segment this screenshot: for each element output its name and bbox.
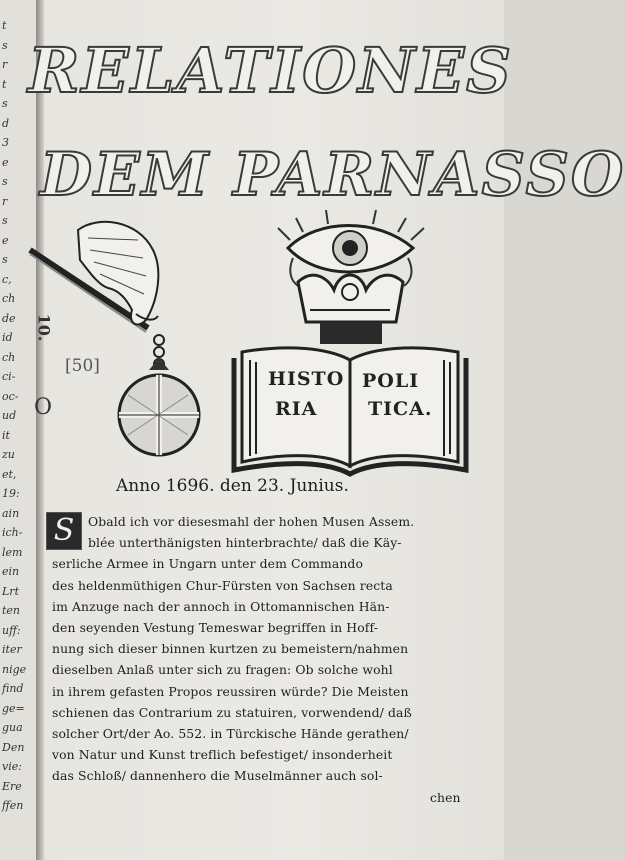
margin-fragment: r	[2, 58, 8, 71]
dateline: Anno 1696. den 23. Junius.	[116, 476, 349, 496]
margin-fragment: c,	[2, 272, 12, 286]
margin-fragment: d	[2, 116, 10, 130]
margin-fragment: Ere	[2, 779, 22, 793]
margin-fragment: ffen	[2, 799, 24, 812]
body-line: nung sich dieser binnen kurtzen zu bemeistern/nahmen	[52, 641, 409, 657]
body-line: chen	[430, 789, 461, 805]
margin-fragment: it	[2, 428, 10, 442]
margin-fragment: ge=	[2, 701, 25, 715]
margin-fragment: gua	[2, 721, 23, 734]
margin-fragment: id	[2, 331, 13, 344]
margin-fragment: s	[2, 97, 8, 110]
book-text-right-1: POLI	[362, 370, 420, 392]
margin-fragment: ain	[2, 506, 20, 520]
margin-fragment: Lrt	[2, 584, 19, 598]
book-text-left-2: RIA	[275, 398, 318, 420]
margin-fragment: nige	[2, 662, 27, 676]
margin-fragment: 19:	[2, 487, 20, 500]
margin-fragment: s	[2, 175, 8, 188]
margin-fragment: t	[2, 19, 7, 32]
margin-fragment: s	[2, 253, 8, 266]
side-number: 10.	[34, 313, 54, 342]
body-line: schienen das Contrarium zu statuiren, vorwendend/ daß	[52, 704, 412, 720]
margin-fragment: ch	[2, 292, 16, 305]
margin-fragment: ci-	[2, 370, 16, 383]
margin-fragment: r	[2, 194, 8, 208]
body-line: solcher Ort/der Ao. 552. in Türckische Hände gerathen/	[52, 726, 409, 741]
margin-fragment: find	[2, 682, 24, 695]
orb-icon	[119, 358, 199, 455]
margin-fragment: de	[2, 311, 16, 325]
title-line-2: DEM PARNASSO	[40, 140, 625, 210]
margin-fragment: e	[2, 233, 9, 247]
body-line: blée unterthänigsten hinterbrachte/ daß die Käy-	[88, 535, 402, 551]
margin-fragment: 3	[2, 136, 9, 149]
margin-fragment: ch	[2, 350, 16, 364]
drop-cap: S	[46, 512, 82, 550]
body-line: den seyenden Vestung Temeswar begriffen in Hoff-	[52, 620, 378, 635]
margin-fragment: s	[2, 214, 8, 227]
body-line: dieselben Anlaß unter sich zu fragen: Ob solche wohl	[52, 662, 393, 678]
margin-fragment: iter	[2, 643, 22, 656]
book-text-right-2: TICA.	[368, 398, 433, 420]
body-line: serliche Armee in Ungarn unter dem Commando	[52, 556, 364, 572]
side-letter: O	[34, 395, 53, 420]
margin-fragment: t	[2, 77, 7, 91]
margin-fragment: uff:	[2, 623, 21, 637]
body-line: im Anzuge nach der annoch in Ottomannischen Hän-	[52, 598, 390, 614]
margin-fragment: ud	[2, 409, 17, 422]
margin-fragment: zu	[2, 448, 15, 461]
margin-fragment: oc-	[2, 389, 19, 403]
margin-fragment: et,	[2, 467, 17, 481]
margin-fragment: ich-	[2, 526, 23, 539]
page-number: [50]	[65, 356, 100, 376]
margin-fragment: lem	[2, 545, 23, 559]
margin-fragment: ein	[2, 565, 20, 578]
body-line: des heldenmüthigen Chur-Fürsten von Sachsen recta	[52, 577, 393, 593]
body-line: von Natur und Kunst treflich befestiget/ insonderheit	[52, 747, 393, 763]
body-line: das Schloß/ dannenhero die Muselmänner auch sol-	[52, 768, 383, 784]
body-line: Obald ich vor diesesmahl der hohen Musen Assem.	[88, 514, 415, 529]
margin-fragment: e	[2, 155, 9, 169]
margin-fragment: vie:	[2, 760, 22, 773]
margin-fragment: s	[2, 38, 8, 52]
margin-fragment: Den	[2, 740, 25, 754]
emblem-illustration	[28, 210, 474, 480]
crown-icon	[298, 275, 403, 344]
margin-fragment: ten	[2, 604, 21, 617]
title-line-1: RELATIONES	[28, 34, 513, 107]
body-line: in ihrem gefasten Propos reussiren würde? Die Meisten	[52, 683, 409, 699]
book-text-left-1: HISTO	[268, 368, 345, 390]
